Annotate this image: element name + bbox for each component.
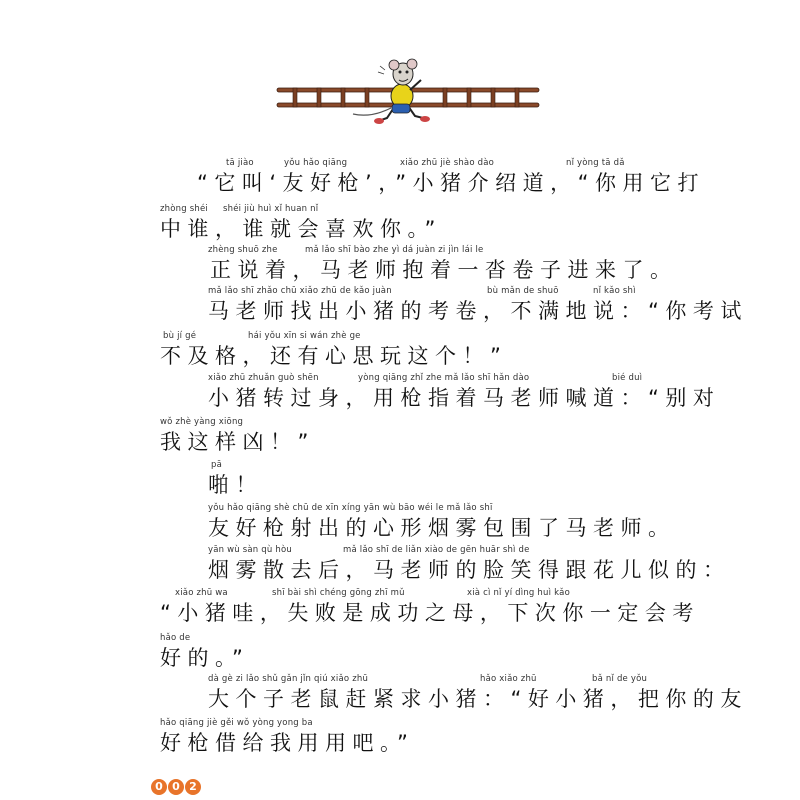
pinyin-annotation: hǎo xiǎo zhū xyxy=(480,674,537,684)
text-line-content: 友好枪射出的心形烟雾包围了马老师。 xyxy=(208,516,676,540)
pinyin-annotation: mǎ lǎo shī zhǎo chū xiǎo zhū de kǎo juàn xyxy=(208,286,392,296)
text-line-content: 正说着，马老师抱着一沓卷子进来了。 xyxy=(210,258,678,282)
text-line xyxy=(0,545,800,589)
pinyin-annotation: dà gè zi lǎo shǔ gǎn jǐn qiú xiǎo zhū xyxy=(208,674,369,684)
pinyin-annotation: shéi jiù huì xǐ huan nǐ xyxy=(223,204,319,214)
pinyin-annotation: xiǎo zhū jiè shào dào xyxy=(400,158,495,168)
pinyin-annotation: hǎo qiāng jiè gěi wǒ yòng yong ba xyxy=(160,718,313,728)
text-line xyxy=(0,331,800,375)
text-line-content: 好的。” xyxy=(160,646,250,670)
text-line xyxy=(0,158,800,202)
text-line xyxy=(0,588,800,632)
text-line-content: 啪！ xyxy=(208,473,263,497)
pinyin-annotation: nǐ kǎo shì xyxy=(593,286,636,296)
pinyin-annotation: tā jiào xyxy=(226,158,254,168)
text-line xyxy=(0,204,800,248)
page-number xyxy=(151,779,201,797)
text-line xyxy=(0,503,800,547)
page-number-digit: 0 xyxy=(151,779,167,795)
pinyin-annotation: pā xyxy=(211,460,223,470)
text-line xyxy=(0,633,800,677)
text-line-content: 小猪转过身，用枪指着马老师喊道：“别对 xyxy=(208,386,721,410)
text-line xyxy=(0,674,800,718)
text-line-content: “它叫‘友好枪’，”小猪介绍道，“你用它打 xyxy=(197,171,705,195)
pinyin-annotation: xià cì nǐ yí dìng huì kǎo xyxy=(467,588,570,598)
mouse-carrying-ladder-icon xyxy=(275,58,540,128)
pinyin-annotation: bù jí gé xyxy=(163,331,197,341)
pinyin-annotation: yān wù sàn qù hòu xyxy=(208,545,292,555)
text-line-content: 马老师找出小猪的考卷，不满地说：“你考试 xyxy=(208,299,748,323)
pinyin-annotation: bié duì xyxy=(612,373,643,383)
pinyin-annotation: yǒu hǎo qiāng shè chū de xīn xíng yān wù bāo wéi le mǎ lǎo shī xyxy=(208,503,493,513)
pinyin-annotation: bǎ nǐ de yǒu xyxy=(592,674,648,684)
text-line xyxy=(0,460,800,504)
text-line-content: “小猪哇，失败是成功之母，下次你一定会考 xyxy=(160,601,700,625)
text-line xyxy=(0,718,800,762)
pinyin-annotation: wǒ zhè yàng xiōng xyxy=(160,417,244,427)
pinyin-annotation: yǒu hǎo qiāng xyxy=(284,158,348,168)
pinyin-annotation: xiǎo zhū wa xyxy=(175,588,228,598)
pinyin-annotation: zhòng shéi xyxy=(160,204,208,214)
text-line-content: 不及格，还有心思玩这个！” xyxy=(160,344,508,368)
text-line xyxy=(0,286,800,330)
pinyin-annotation: hǎo de xyxy=(160,633,191,643)
page-number-digit: 2 xyxy=(185,779,201,795)
pinyin-annotation: nǐ yòng tā dǎ xyxy=(566,158,625,168)
pinyin-annotation: xiǎo zhū zhuǎn guò shēn xyxy=(208,373,319,383)
pinyin-annotation: hái yǒu xīn si wán zhè ge xyxy=(248,331,361,341)
text-line xyxy=(0,417,800,461)
text-line-content: 好枪借给我用用吧。” xyxy=(160,731,415,755)
page-number-digit: 0 xyxy=(168,779,184,795)
text-line-content: 烟雾散去后，马老师的脸笑得跟花儿似的： xyxy=(208,558,731,582)
pinyin-annotation: mǎ lǎo shī de liǎn xiào de gēn huār shì de xyxy=(343,545,530,555)
text-line-content: 中谁，谁就会喜欢你。” xyxy=(160,217,442,241)
text-line xyxy=(0,245,800,289)
pinyin-annotation: yòng qiāng zhǐ zhe mǎ lǎo shī hǎn dào xyxy=(358,373,530,383)
pinyin-annotation: bù mǎn de shuō xyxy=(487,286,559,296)
text-line-content: 大个子老鼠赶紧求小猪：“好小猪，把你的友 xyxy=(208,687,748,711)
pinyin-annotation: zhèng shuō zhe xyxy=(208,245,278,255)
text-line xyxy=(0,373,800,417)
pinyin-annotation: shī bài shì chéng gōng zhī mǔ xyxy=(272,588,405,598)
pinyin-annotation: mǎ lǎo shī bào zhe yì dá juàn zi jìn lái le xyxy=(305,245,484,255)
text-line-content: 我这样凶！” xyxy=(160,430,315,454)
